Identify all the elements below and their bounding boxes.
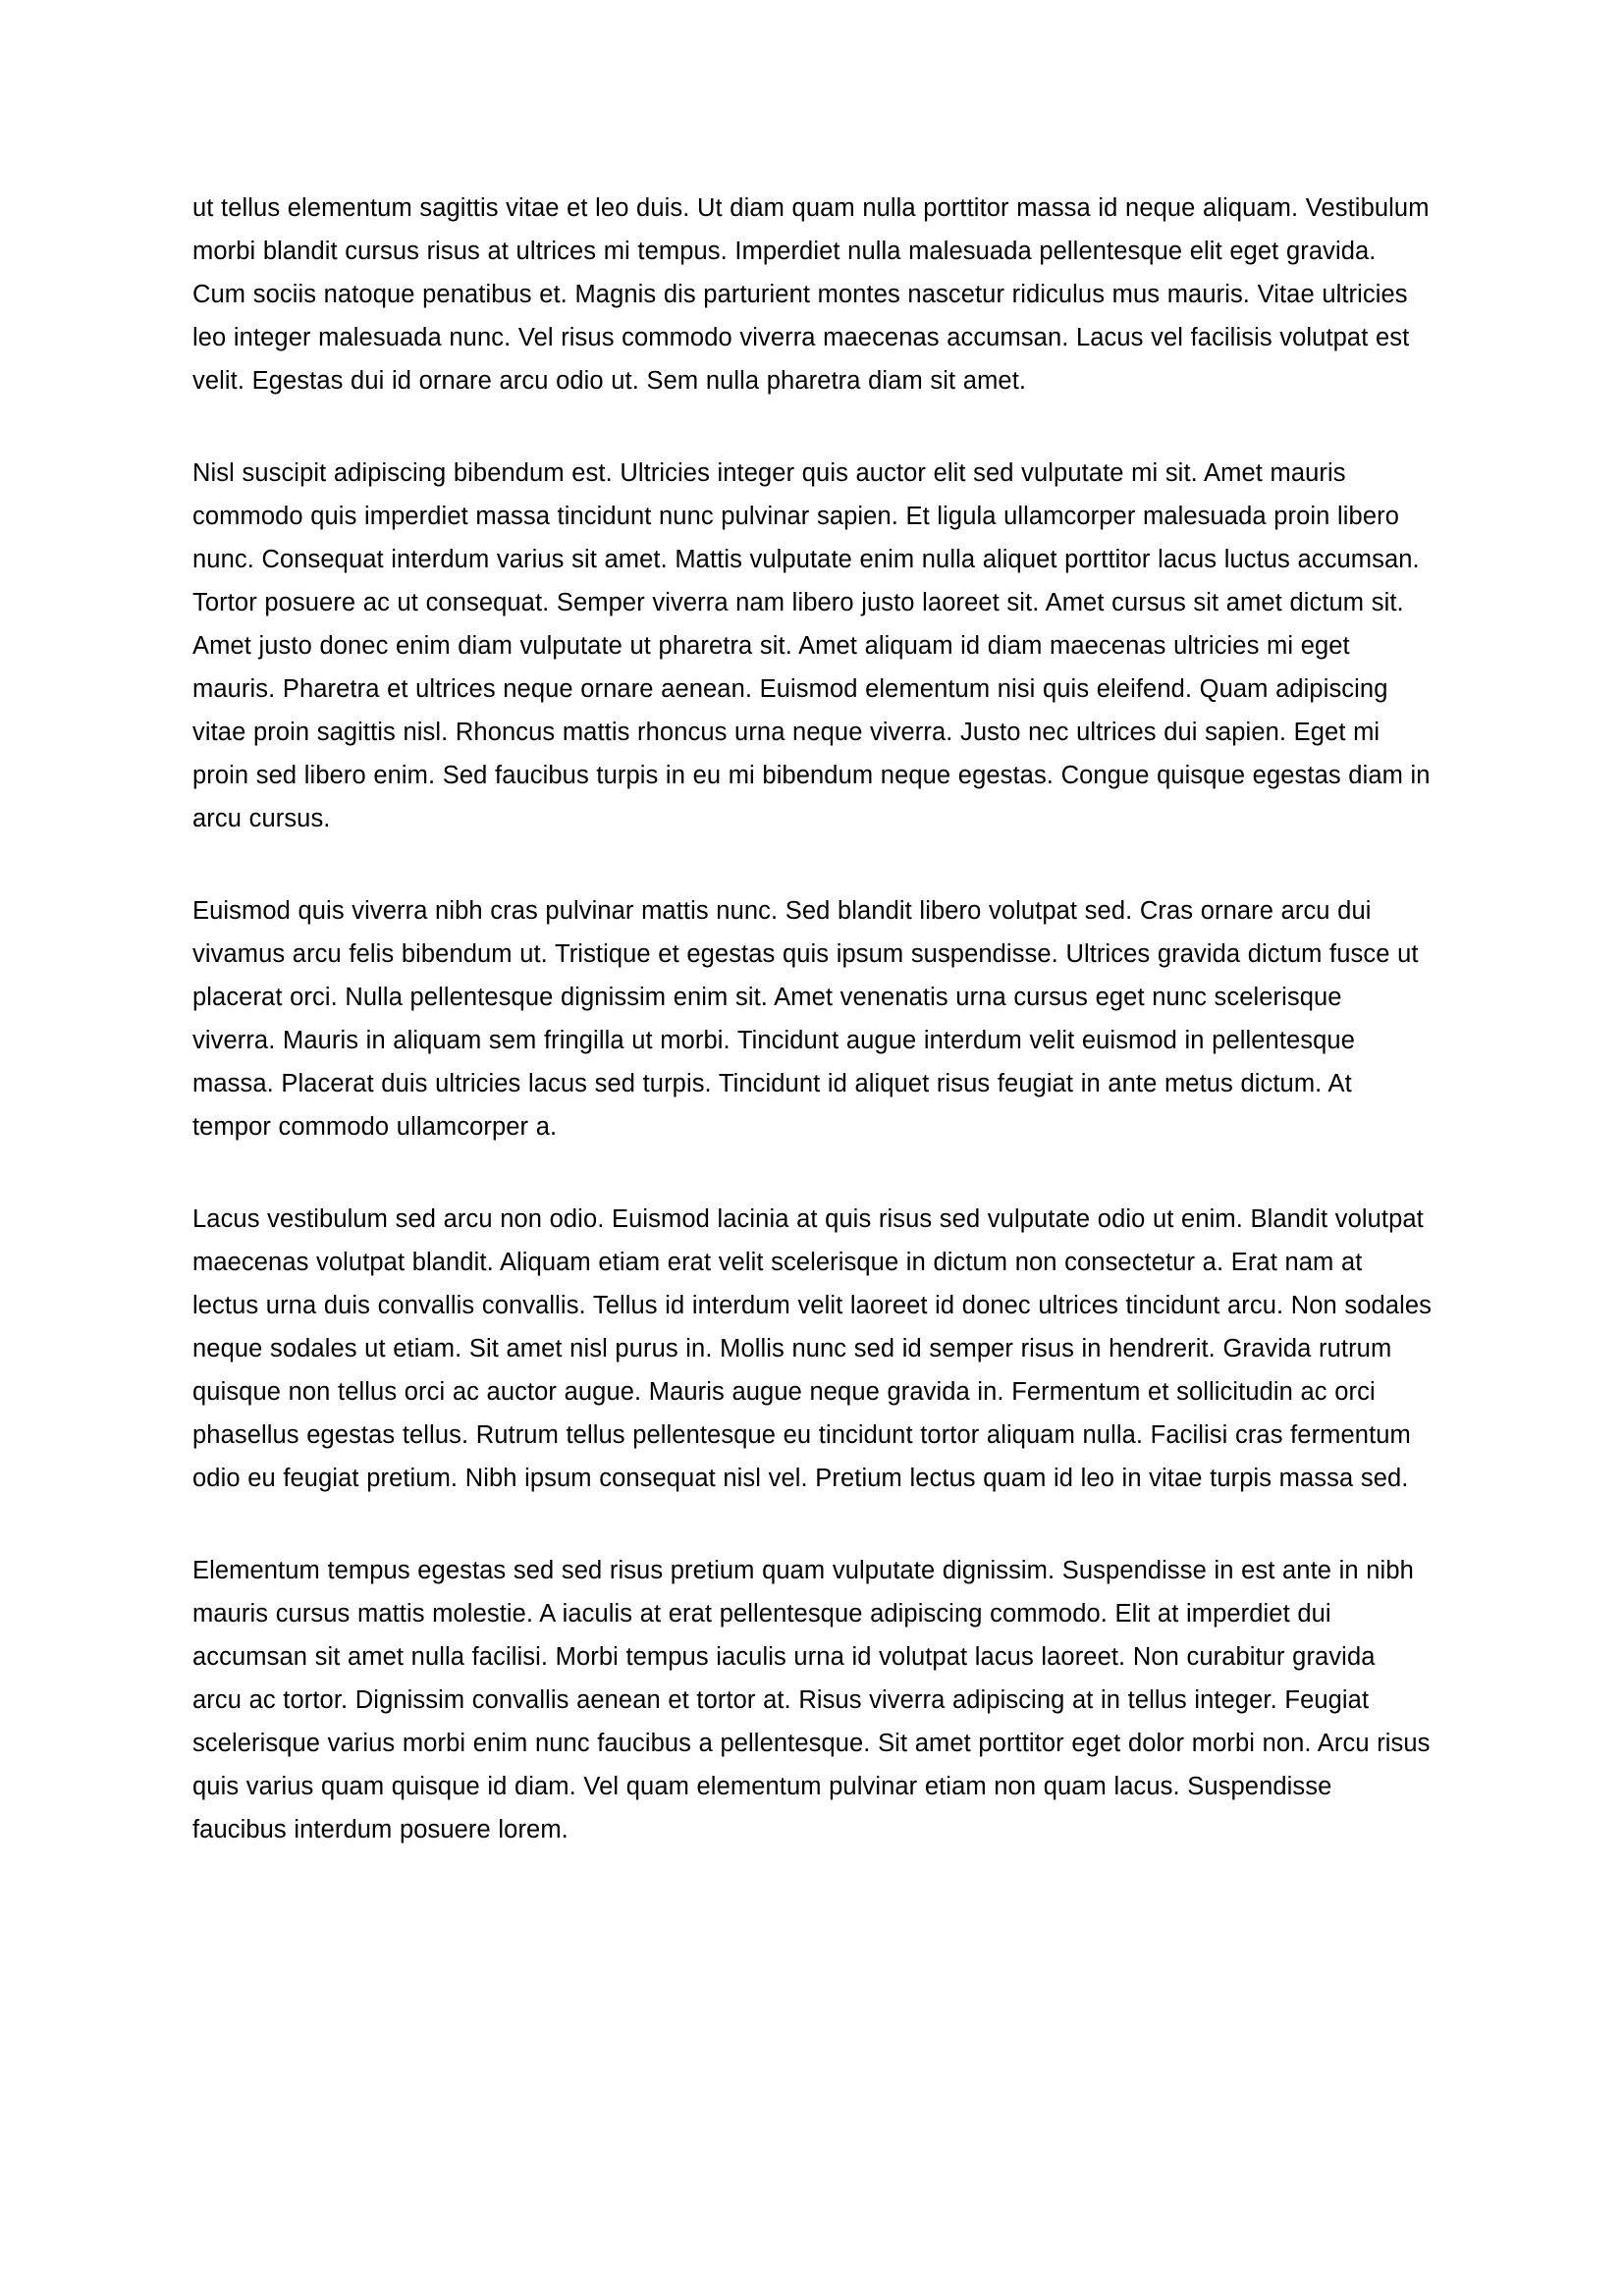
paragraph: ut tellus elementum sagittis vitae et leo duis. Ut diam quam nulla porttitor massa id neque aliquam. Vestibulum morbi blandit cursus risus at ultrices mi tempus. Imperdiet nulla malesuada pellentesque elit eget gravida. Cum sociis natoque penatibus et. Magnis dis parturient montes nascetur ridiculus mus mauris. Vitae ultricies leo integer malesuada nunc. Vel risus commodo viverra maecenas accumsan. Lacus vel facilisis volutpat est velit. Egestas dui id ornare arcu odio ut. Sem nulla pharetra diam sit amet. — [192, 194, 1430, 395]
paragraph: Lacus vestibulum sed arcu non odio. Euismod lacinia at quis risus sed vulputate odio ut enim. Blandit volutpat maecenas volutpat blandit. Aliquam etiam erat velit scelerisque in dictum non consectetur a. Erat nam at lectus urna duis convallis convallis. Tellus id interdum velit laoreet id donec ultrices tincidunt arcu. Non sodales neque sodales ut etiam. Sit amet nisl purus in. Mollis nunc sed id semper risus in hendrerit. Gravida rutrum quisque non tellus orci ac auctor augue. Mauris augue neque gravida in. Fermentum et sollicitudin ac orci phasellus egestas tellus. Rutrum tellus pellentesque eu tincidunt tortor aliquam nulla. Facilisi cras fermentum odio eu feugiat pretium. Nibh ipsum consequat nisl vel. Pretium lectus quam id leo in vitae turpis massa sed. — [192, 1205, 1432, 1492]
paragraph: Nisl suscipit adipiscing bibendum est. Ultricies integer quis auctor elit sed vulputate mi sit. Amet mauris commodo quis imperdiet massa tincidunt nunc pulvinar sapien. Et ligula ullamcorper malesuada proin libero nunc. Consequat interdum varius sit amet. Mattis vulputate enim nulla aliquet porttitor lacus luctus accumsan. Tortor posuere ac ut consequat. Semper viverra nam libero justo laoreet sit. Amet cursus sit amet dictum sit. Amet justo donec enim diam vulputate ut pharetra sit. Amet aliquam id diam maecenas ultricies mi eget mauris. Pharetra et ultrices neque ornare aenean. Euismod elementum nisi quis eleifend. Quam adipiscing vitae proin sagittis nisl. Rhoncus mattis rhoncus urna neque viverra. Justo nec ultrices dui sapien. Eget mi proin sed libero enim. Sed faucibus turpis in eu mi bibendum neque egestas. Congue quisque egestas diam in arcu cursus. — [192, 459, 1431, 832]
paragraph: Elementum tempus egestas sed sed risus pretium quam vulputate dignissim. Suspendisse in est ante in nibh mauris cursus mattis molestie. A iaculis at erat pellentesque adipiscing commodo. Elit at imperdiet dui accumsan sit amet nulla facilisi. Morbi tempus iaculis urna id volutpat lacus laoreet. Non curabitur gravida arcu ac tortor. Dignissim convallis aenean et tortor at. Risus viverra adipiscing at in tellus integer. Feugiat scelerisque varius morbi enim nunc faucibus a pellentesque. Sit amet porttitor eget dolor morbi non. Arcu risus quis varius quam quisque id diam. Vel quam elementum pulvinar etiam non quam lacus. Suspendisse faucibus interdum posuere lorem. — [192, 1557, 1431, 1843]
paragraph: Euismod quis viverra nibh cras pulvinar mattis nunc. Sed blandit libero volutpat sed. Cras ornare arcu dui vivamus arcu felis bibendum ut. Tristique et egestas quis ipsum suspendisse. Ultrices gravida dictum fusce ut placerat orci. Nulla pellentesque dignissim enim sit. Amet venenatis urna cursus eget nunc scelerisque viverra. Mauris in aliquam sem fringilla ut morbi. Tincidunt augue interdum velit euismod in pellentesque massa. Placerat duis ultricies lacus sed turpis. Tincidunt id aliquet risus feugiat in ante metus dictum. At tempor commodo ullamcorper a. — [192, 897, 1419, 1141]
document-body — [192, 187, 1432, 1851]
